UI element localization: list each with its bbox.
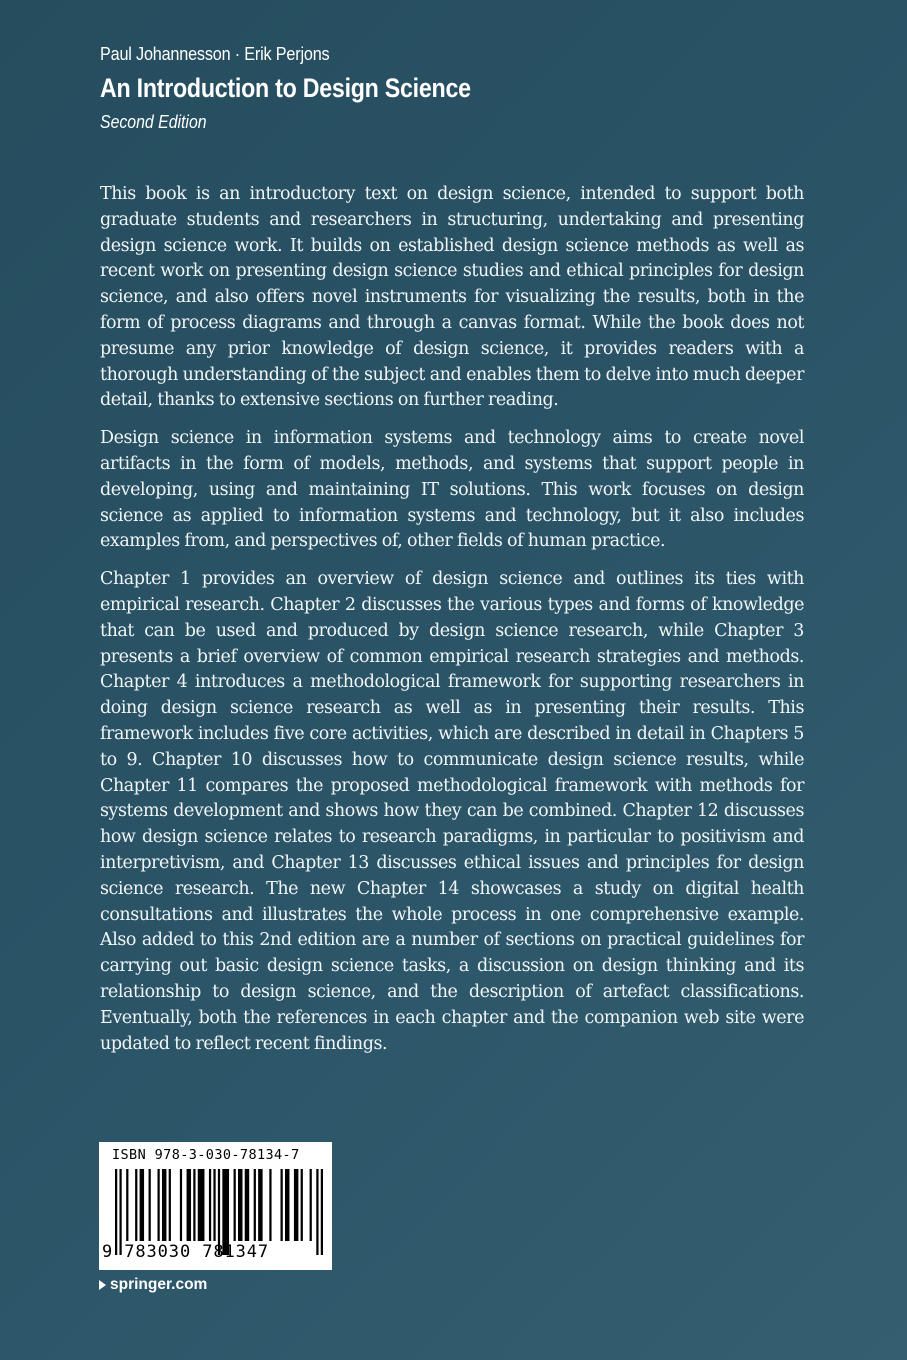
barcode-bar (254, 1169, 256, 1241)
barcode (99, 1142, 332, 1270)
authors: Paul Johannesson · Erik Perjons (100, 44, 330, 64)
barcode-bar (301, 1169, 303, 1241)
book-title: An Introduction to Design Science (100, 73, 471, 103)
publisher-link-text[interactable]: springer.com (110, 1276, 208, 1293)
barcode-bar (157, 1169, 159, 1241)
description-paragraph-1: This book is an introductory text on design science, intended to support both graduate students and researchers in structuring, undertaking and presenting design science work. It builds on established design science methods as well as recent work on presenting design science studies and ethical principles for design science, and also offers novel instruments for visualizing the results, both in the form of process diagrams and through a canvas format. While the book does not presume any prior knowledge of design science, it provides readers with a thorough understanding of the subject and enables them to delve into much deeper detail, thanks to extensive sections on further reading. (100, 184, 804, 411)
barcode-bar (238, 1169, 242, 1241)
barcode-bar (213, 1169, 215, 1241)
barcode-bar (162, 1169, 166, 1241)
barcode-bar (234, 1169, 236, 1241)
barcode-bar (245, 1169, 249, 1241)
barcode-bar (209, 1169, 211, 1241)
barcode-bar (140, 1169, 144, 1241)
barcode-bar (198, 1169, 205, 1241)
isbn-digits: 9 783030 781347 (102, 1242, 270, 1262)
barcode-bar (187, 1169, 191, 1241)
barcode-bar (126, 1169, 128, 1241)
publisher-link[interactable] (99, 1276, 207, 1294)
description (100, 182, 804, 1069)
barcode-bar (258, 1169, 262, 1241)
barcode-bar (149, 1169, 151, 1241)
description-paragraph-3: Chapter 1 provides an overview of design science and outlines its ties with empirical research. Chapter 2 discusses the various types and forms of knowledge that can be used and produced by design science research, while Chapter 3 presents a brief overview of common empirical research strategies and methods. Chapter 4 introduces a methodological framework for supporting researchers in doing design science research as well as in presenting their results. This framework includes five core activities, which are described in detail in Chapters 5 to 9. Chapter 10 discusses how to communicate design science results, while Chapter 11 compares the proposed methodological framework with methods for systems development and shows how they can be combined. Chapter 12 discusses how design science relates to research paradigms, in particular to positivism and interpretivism, and Chapter 13 discusses ethical issues and principles for design science research. The new Chapter 14 showcases a study on digital health consultations and illustrates the whole process in one comprehensive example. Also added to this 2nd edition are a number of sections on practical guidelines for carrying out basic design science tasks, a discussion on design thinking and its relationship to design science, and the description of artefact classifications. Eventually, both the references in each chapter and the companion web site were updated to reflect recent findings. (100, 569, 804, 1054)
arrow-icon (99, 1280, 106, 1290)
barcode-bar (285, 1169, 289, 1241)
barcode-bar (180, 1169, 182, 1241)
barcode-bar (281, 1169, 283, 1241)
barcode-bar (269, 1169, 271, 1241)
description-paragraph-2: Design science in information systems and technology aims to create novel artifacts in the form of models, methods, and systems that support people in developing, using and maintaining IT solutions. This work focuses on design science as applied to information systems and technology, but it also includes examples from, and perspectives of, other fields of human practice. (100, 428, 804, 552)
isbn-label: ISBN 978-3-030-78134-7 (112, 1147, 300, 1163)
barcode-bar (310, 1169, 312, 1241)
barcode-bar (321, 1169, 323, 1255)
barcode-bar (169, 1169, 171, 1241)
barcode-bar (135, 1169, 137, 1241)
barcode-bar (294, 1169, 298, 1241)
edition: Second Edition (100, 112, 207, 132)
barcode-bar (316, 1169, 318, 1255)
barcode-bar (193, 1169, 195, 1241)
